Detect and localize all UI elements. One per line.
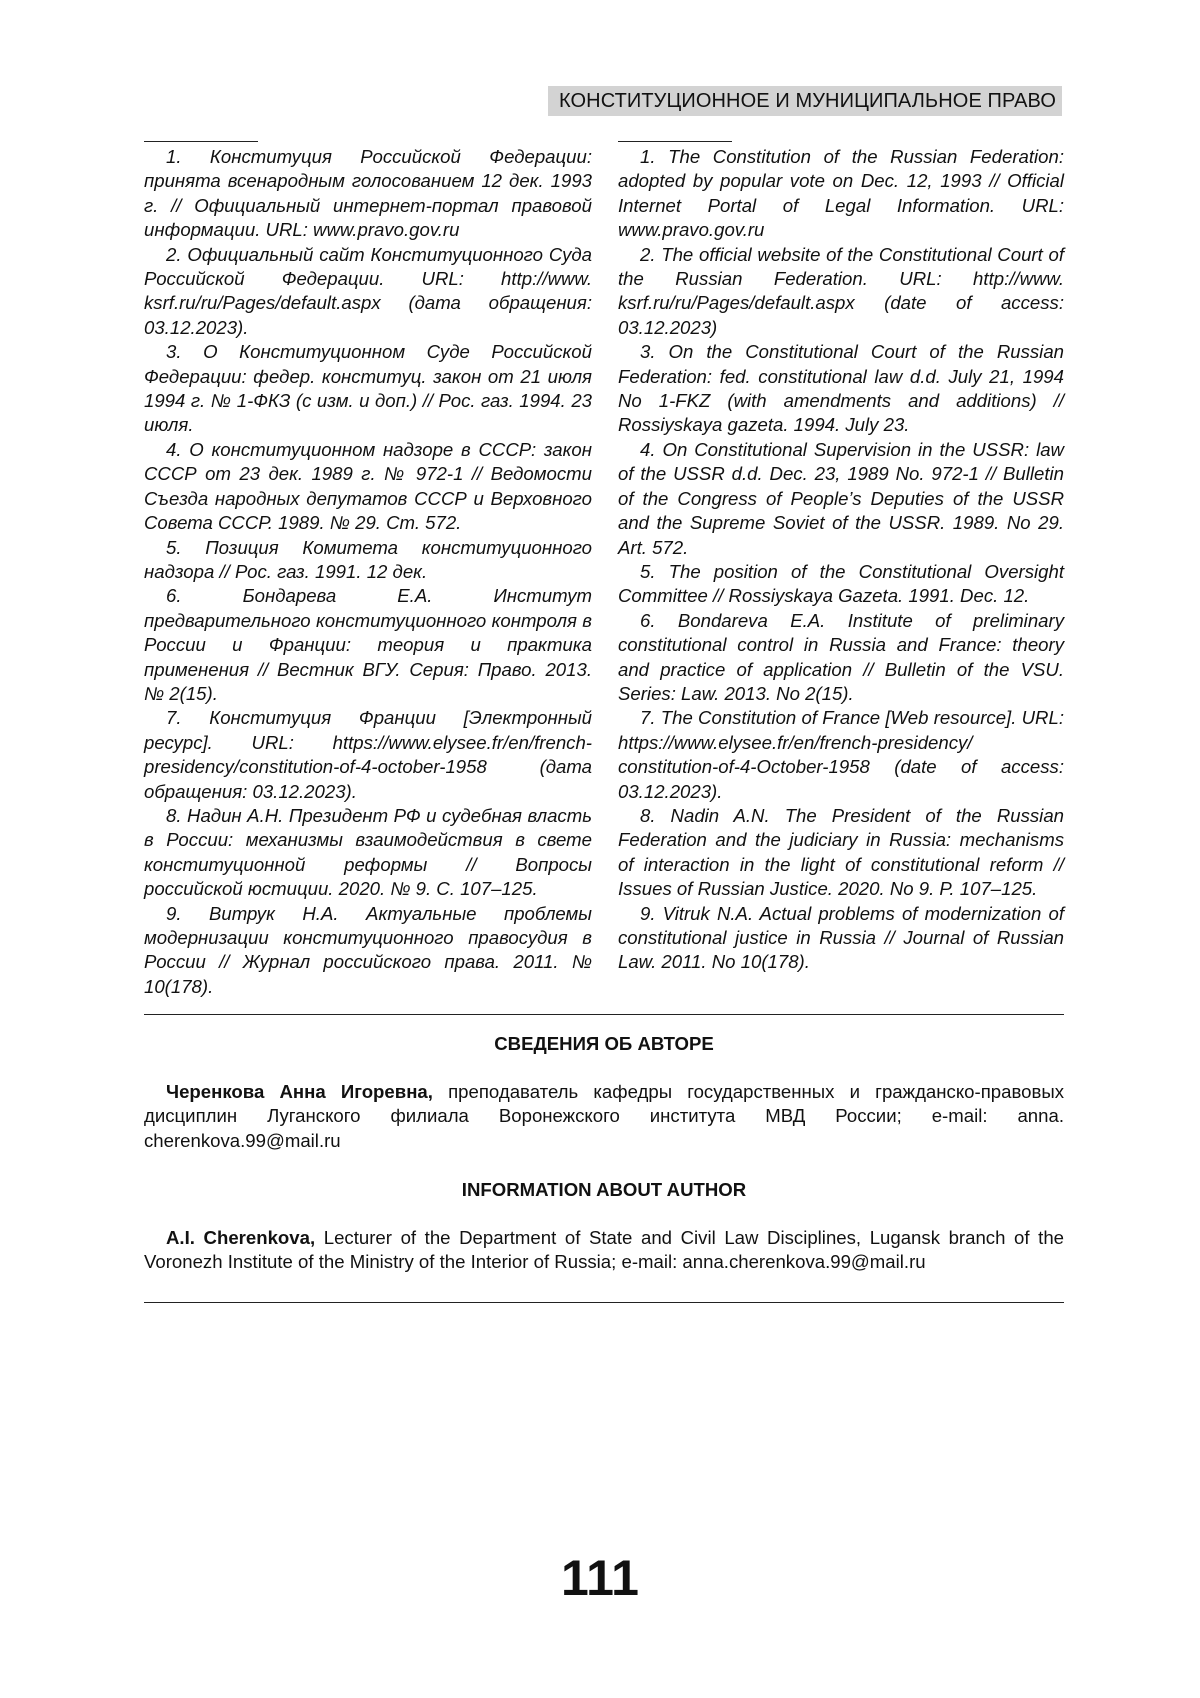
author-info-title-en: INFORMATION ABOUT AUTHOR: [144, 1178, 1064, 1202]
reference-item: 3. О Конституционном Суде Российской Федерации: федер. конституц. закон от 21 июля 1994 г. № 1-ФКЗ (с изм. и доп.) // Рос. газ. 1994. 23 июля.: [144, 340, 592, 438]
reference-item: 5. Позиция Комитета конституционного надзора // Рос. газ. 1991. 12 дек.: [144, 536, 592, 585]
reference-item: 3. On the Constitutional Court of the Russian Federation: fed. constitutional law d.d. July 21, 1994 No 1-FKZ (with amendments and additions) // Rossiyskaya gazeta. 1994. July 23.: [618, 340, 1064, 438]
author-name-ru: Черенкова Анна Игоревна,: [166, 1081, 433, 1102]
author-info-title-ru: СВЕДЕНИЯ ОБ АВТОРЕ: [144, 1032, 1064, 1056]
references-english: [618, 145, 1064, 975]
footnote-rule-left: [144, 141, 258, 142]
reference-item: 1. The Constitution of the Russian Federation: adopted by popular vote on Dec. 12, 1993 // Official Internet Portal of Legal Information. URL: www.pravo.gov.ru: [618, 145, 1064, 243]
reference-item: 5. The position of the Constitutional Oversight Committee // Rossiyskaya Gazeta. 1991. Dec. 12.: [618, 560, 1064, 609]
reference-item: 8. Nadin A.N. The President of the Russian Federation and the judiciary in Russia: mechanisms of interaction in the light of constitutional reform // Issues of Russian Justice. 2020. No 9. P. 107–125.: [618, 804, 1064, 902]
reference-item: 9. Витрук Н.А. Актуальные проблемы модернизации конституционного правосудия в России // Журнал российского права. 2011. № 10(178).: [144, 902, 592, 1000]
reference-item: 2. The official website of the Constitutional Court of the Russian Federation. URL: http://www. ksrf.ru/ru/Pages/default.aspx (date of access: 03.12.2023): [618, 243, 1064, 341]
author-details-ru: преподаватель кафедры государственных и гражданско-правовых дисциплин Луганского филиала Воронежского института МВД России; e-mail: anna. cherenkova.99@mail.ru: [144, 1081, 1064, 1151]
reference-item: 4. On Constitutional Supervision in the USSR: law of the USSR d.d. Dec. 23, 1989 No. 972-1 // Bulletin of the Congress of People’s Deputies of the USSR and the Supreme Soviet of the USSR. 1989. No 29. Art. 572.: [618, 438, 1064, 560]
divider-bottom: [144, 1302, 1064, 1303]
section-header: КОНСТИТУЦИОННОЕ И МУНИЦИПАЛЬНОЕ ПРАВО: [548, 86, 1062, 116]
author-info-ru: [144, 1080, 1064, 1153]
reference-item: 9. Vitruk N.A. Actual problems of modernization of constitutional justice in Russia // Journal of Russian Law. 2011. No 10(178).: [618, 902, 1064, 975]
reference-item: 6. Bondareva E.A. Institute of preliminary constitutional control in Russia and France: theory and practice of application // Bulletin of the VSU. Series: Law. 2013. No 2(15).: [618, 609, 1064, 707]
author-info-en: [144, 1226, 1064, 1275]
divider-top: [144, 1014, 1064, 1015]
references-russian: [144, 145, 592, 999]
page-number: 111: [0, 1548, 1200, 1608]
reference-item: 4. О конституционном надзоре в СССР: закон СССР от 23 дек. 1989 г. № 972-1 // Ведомости Съезда народных депутатов СССР и Верховного Совета СССР. 1989. № 29. Ст. 572.: [144, 438, 592, 536]
footnote-rule-right: [618, 141, 732, 142]
reference-item: 7. The Constitution of France [Web resource]. URL: https://www.elysee.fr/en/french-presidency/ constitution-of-4-October-1958 (date of access: 03.12.2023).: [618, 706, 1064, 804]
reference-item: 6. Бондарева Е.А. Институт предварительного конституционного контроля в России и Франции: теория и практика применения // Вестник ВГУ. Серия: Право. 2013. № 2(15).: [144, 584, 592, 706]
author-name-en: A.I. Cherenkova,: [166, 1227, 315, 1248]
author-details-en: Lecturer of the Department of State and Civil Law Disciplines, Lugansk branch of the Voronezh Institute of the Ministry of the Interior of Russia; e-mail: anna.cherenkova.99@mail.ru: [144, 1227, 1064, 1272]
reference-item: 1. Конституция Российской Федерации: принята всенародным голосованием 12 дек. 1993 г. // Официальный интернет-портал правовой информации. URL: www.pravo.gov.ru: [144, 145, 592, 243]
reference-item: 8. Надин А.Н. Президент РФ и судебная власть в России: механизмы взаимодействия в свете конституционной реформы // Вопросы российской юстиции. 2020. № 9. С. 107–125.: [144, 804, 592, 902]
reference-item: 2. Официальный сайт Конституционного Суда Российской Федерации. URL: http://www. ksrf.ru/ru/Pages/default.aspx (дата обращения: 03.12.2023).: [144, 243, 592, 341]
reference-item: 7. Конституция Франции [Электронный ресурс]. URL: https://www.elysee.fr/en/french-presidency/constitution-of-4-october-1958 (дата обращения: 03.12.2023).: [144, 706, 592, 804]
